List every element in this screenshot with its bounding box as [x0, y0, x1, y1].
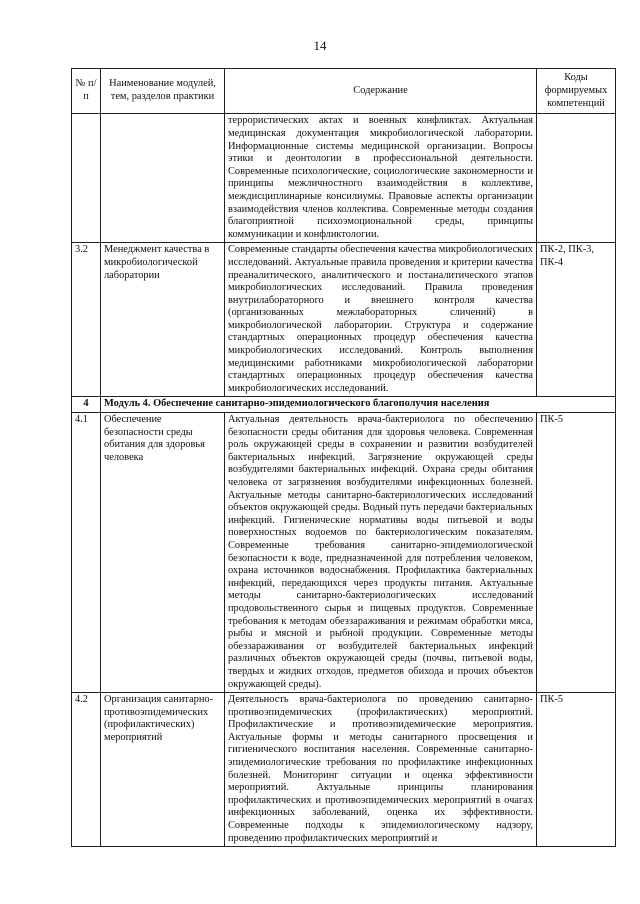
row-content: Современные стандарты обеспечения качества микробиологических исследований. Актуальные правила проведения и критерии качества преаналитического, аналитического и постаналитического этапов микробиологических исследований. Правила проведения внутрилабораторного и внешнего контроля качества (организованных межлабораторных сличений) в микробиологической лаборатории. Структура и содержание стандартных операционных процедур обеспечения качества микробиологических исследований. Контроль выполнения медицинскими работниками микробиологической лаборатории стандартных операционных процедур обеспечения качества микробиологических исследований.	[225, 243, 537, 397]
header-num: № п/п	[72, 69, 101, 114]
module-row	[72, 397, 616, 413]
header-name: Наименование модулей, тем, разделов практики	[101, 69, 225, 114]
row-codes: ПК-2, ПК-3, ПК-4	[537, 243, 616, 397]
module-title: Модуль 4. Обеспечение санитарно-эпидемиологического благополучия населения	[101, 397, 616, 413]
table-header-row	[72, 69, 616, 114]
header-codes: Коды формируемых компетенций	[537, 69, 616, 114]
row-codes	[537, 114, 616, 243]
row-content: Деятельность врача-бактериолога по проведению санитарно-противоэпидемических (профилактических) мероприятий. Профилактические и противоэпидемические мероприятия. Актуальные формы и методы санитарного просвещения и гигиенического воспитания населения. Современные санитарно-эпидемиологические требования по профилактике инфекционных болезней. Мониторинг ситуации и оценка эффективности мероприятий. Актуальные принципы планирования профилактических и противоэпидемических мероприятий в очагах инфекционных заболеваний, оценка их эффективности. Современные подходы к эпидемиологическому надзору, проведению профилактических мероприятий и	[225, 693, 537, 847]
row-number: 3.2	[72, 243, 101, 397]
row-number: 4.2	[72, 693, 101, 847]
row-content: террористических актах и военных конфликтах. Актуальная медицинская документация микробиологической лаборатории. Информационные системы медицинской организации. Вопросы этики и деонтологии в профессиональной деятельности. Современные психологические, социологические закономерности и принципы межличностного взаимодействия в коллективе, междисциплинарные консилиумы. Правовые аспекты организации взаимодействия членов коллектива. Современные методы создания благоприятной психоэмоциональной среды, принципы коммуникации и конфликтологии.	[225, 114, 537, 243]
table-row	[72, 693, 616, 847]
row-title	[101, 114, 225, 243]
header-content: Содержание	[225, 69, 537, 114]
table-row	[72, 413, 616, 693]
row-number: 4.1	[72, 413, 101, 693]
row-codes: ПК-5	[537, 693, 616, 847]
curriculum-table	[71, 68, 616, 847]
row-number	[72, 114, 101, 243]
row-title: Обеспечение безопасности среды обитания для здоровья человека	[101, 413, 225, 693]
row-title: Организация санитарно-противоэпидемических (профилактических) мероприятий	[101, 693, 225, 847]
row-title: Менеджмент качества в микробиологической лаборатории	[101, 243, 225, 397]
row-content: Актуальная деятельность врача-бактериолога по обеспечению безопасности среды обитания для здоровья человека. Современная роль окружающей среды в сохранении и развитии возбудителей бактериальных инфекций. Загрязнение окружающей среды возбудителями бактериальных инфекций. Охрана среды обитания человека от загрязнения возбудителями инфекционных болезней. Актуальные методы санитарно-бактериологических исследований объектов окружающей среды. Водный путь передачи бактериальных инфекций. Гигиенические нормативы воды питьевой и воды поверхностных водоемов по бактериологическим показателям. Современные требования санитарно-эпидемиологической безопасности к воде, предназначенной для потребления человеком, охрана источников водоснабжения. Профилактика бактериальных инфекций, передающихся через продукты питания. Актуальные методы санитарно-бактериологических исследований продовольственного сырья и пищевых продуктов. Современные требования к методам обеззараживания и режимам обработки мяса, рыбы и мясной и рыбной продукции. Современные методы обеззараживания от возбудителей бактериальных инфекций различных объектов окружающей среды (почвы, питьевой воды, твердых и жидких отходов, предметов обихода и прочих объектов окружающей среды).	[225, 413, 537, 693]
page-number: 14	[313, 38, 327, 53]
table-row	[72, 114, 616, 243]
row-codes: ПК-5	[537, 413, 616, 693]
module-number: 4	[72, 397, 101, 413]
table-row	[72, 243, 616, 397]
